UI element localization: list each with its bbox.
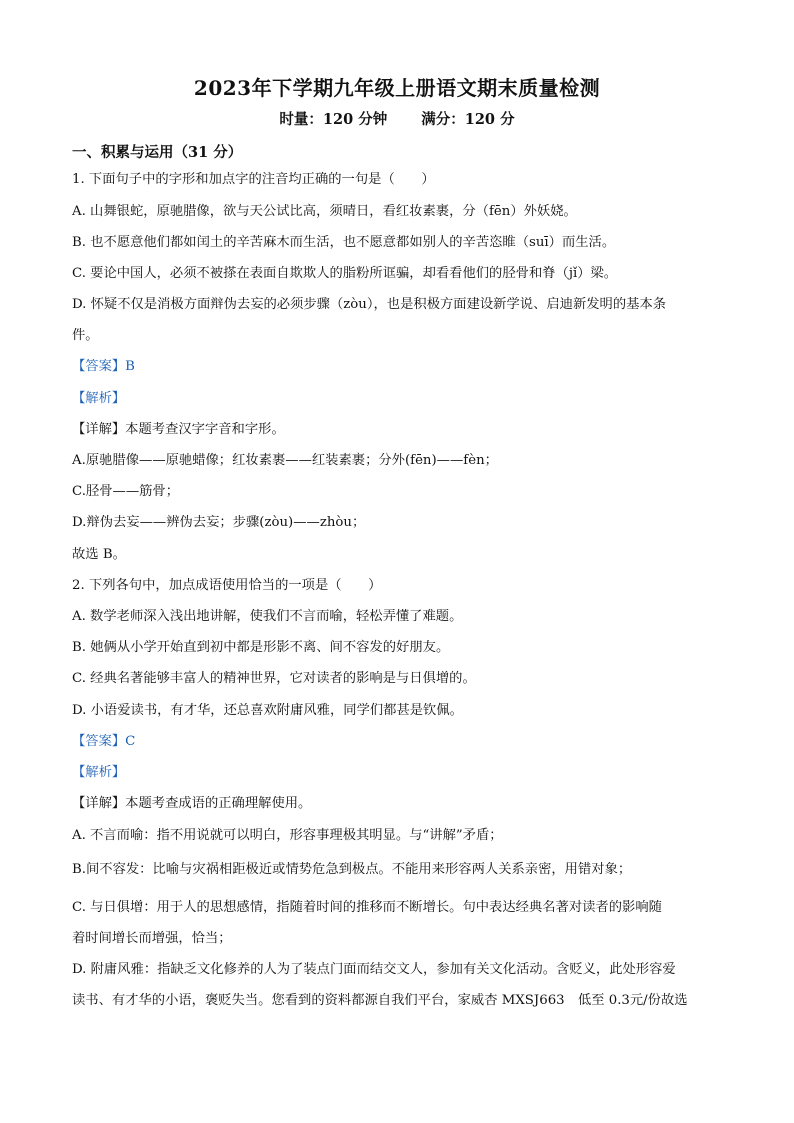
q1-detail-c: C.胫骨——筋骨； <box>72 484 180 499</box>
q2-analysis-label: 【解析】 <box>72 765 126 780</box>
page-title: 2023年下学期九年级上册语文期末质量检测 <box>193 76 601 100</box>
q1-option-a: A. 山舞银蛇，原驰腊像，欲与天公试比高，须晴日，看红妆素裹，分（fēn）外妖娆。 <box>72 204 577 219</box>
q1-analysis-label: 【解析】 <box>72 391 126 406</box>
q1-answer: 【答案】B <box>72 359 135 374</box>
q2-option-d: D. 小语爱读书，有才华，还总喜欢附庸风雅，同学们都甚是钦佩。 <box>72 703 463 718</box>
section-heading: 一、积累与运用（31 分） <box>72 144 243 161</box>
q1-option-d: D. 怀疑不仅是消极方面辩伪去妄的必须步骤（zòu），也是积极方面建设新学说、启迪新发明的基本条 <box>72 297 667 312</box>
q1-option-b: B. 也不愿意他们都如闰土的辛苦麻木而生活，也不愿意都如别人的辛苦恣睢（suī）而生活。 <box>72 235 616 250</box>
q1-conclusion: 故选 B。 <box>72 547 126 562</box>
q1-detail-a: A.原驰腊像——原驰蜡像；红妆素裹——红装素裹；分外(fēn)——fèn； <box>72 453 498 468</box>
question-2-stem: 2. 下列各句中，加点成语使用恰当的一项是（ ） <box>72 578 382 593</box>
q1-option-c: C. 要论中国人，必须不被搽在表面自欺欺人的脂粉所诓骗，却看看他们的胫骨和脊（jǐ）梁。 <box>72 266 618 281</box>
exam-info <box>0 108 794 129</box>
q2-detail-c-cont: 着时间增长而增强，恰当； <box>72 931 232 946</box>
full-score: 满分：120 分 <box>421 111 515 128</box>
q2-detail-d: D. 附庸风雅：指缺乏文化修养的人为了装点门面而结交文人，参加有关文化活动。含贬义，此处形容爱 <box>72 962 676 977</box>
q1-detail-d: D.辩伪去妄——辨伪去妄；步骤(zòu)——zhòu； <box>72 515 366 530</box>
time-limit: 时量：120 分钟 <box>279 111 388 128</box>
q2-detail-c: C. 与日俱增：用于人的思想感情，指随着时间的推移而不断增长。句中表达经典名著对读者的影响随 <box>72 900 662 915</box>
q1-detail: 【详解】本题考查汉字字音和字形。 <box>72 422 285 437</box>
q2-detail: 【详解】本题考查成语的正确理解使用。 <box>72 796 312 811</box>
q2-option-c: C. 经典名著能够丰富人的精神世界，它对读者的影响是与日俱增的。 <box>72 671 476 686</box>
q2-detail-d-cont: 读书、有才华的小语，褒贬失当。您看到的资料都源自我们平台，家威杏 MXSJ663 低至 0.3元/份故选 <box>72 993 688 1008</box>
question-1-stem: 1. 下面句子中的字形和加点字的注音均正确的一句是（ ） <box>72 172 435 187</box>
q2-answer: 【答案】C <box>72 734 136 749</box>
q2-detail-a: A. 不言而喻：指不用说就可以明白，形容事理极其明显。与“讲解”矛盾； <box>72 828 503 843</box>
q1-option-d-cont: 件。 <box>72 328 99 343</box>
q2-option-b: B. 她俩从小学开始直到初中都是形影不离、间不容发的好朋友。 <box>72 640 450 655</box>
q2-option-a: A. 数学老师深入浅出地讲解，使我们不言而喻，轻松弄懂了难题。 <box>72 609 463 624</box>
q2-detail-b: B.间不容发：比喻与灾祸相距极近或情势危急到极点。不能用来形容两人关系亲密，用错对象； <box>72 862 632 877</box>
